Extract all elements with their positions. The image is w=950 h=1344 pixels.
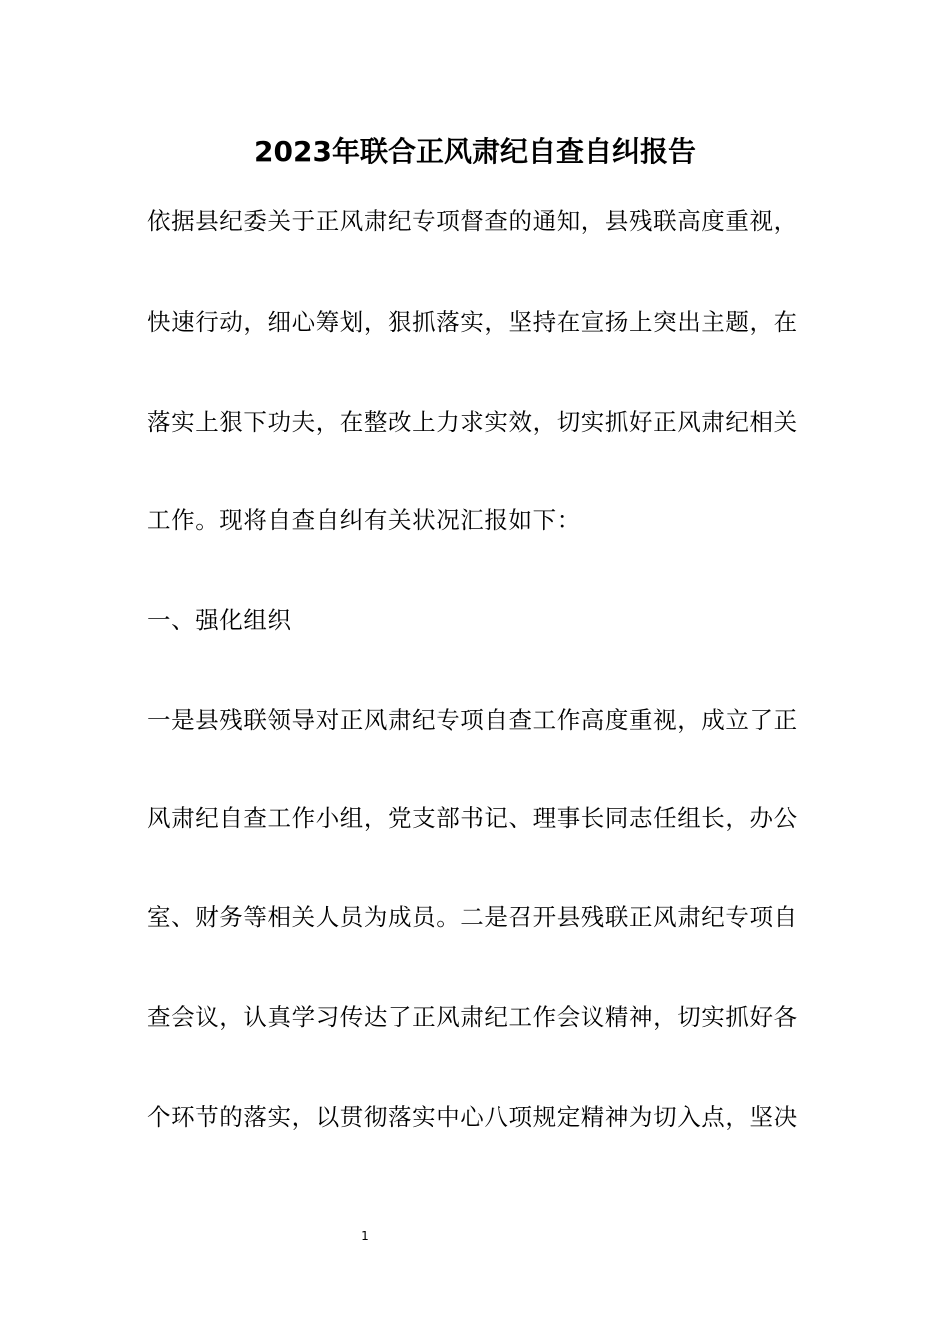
paragraph-line: 风肃纪自查工作小组，党支部书记、理事长同志任组长，办公 bbox=[147, 804, 798, 832]
paragraph-line: 快速行动，细心筹划，狠抓落实，坚持在宣扬上突出主题，在 bbox=[147, 308, 798, 336]
paragraph-line: 工作。现将自查自纠有关状况汇报如下： bbox=[147, 506, 581, 534]
page-number: 1 bbox=[361, 1229, 369, 1243]
document-title: 2023年联合正风肃纪自查自纠报告 bbox=[254, 135, 696, 168]
paragraph-line: 一是县残联领导对正风肃纪专项自查工作高度重视，成立了正 bbox=[147, 706, 798, 734]
paragraph-line: 个环节的落实，以贯彻落实中心八项规定精神为切入点，坚决 bbox=[147, 1103, 798, 1131]
paragraph-line: 依据县纪委关于正风肃纪专项督查的通知，县残联高度重视， bbox=[147, 207, 798, 235]
paragraph-line: 落实上狠下功夫，在整改上力求实效，切实抓好正风肃纪相关 bbox=[147, 408, 798, 436]
section-heading: 一、强化组织 bbox=[147, 606, 292, 634]
paragraph-line: 查会议，认真学习传达了正风肃纪工作会议精神，切实抓好各 bbox=[147, 1003, 798, 1031]
paragraph-line: 室、财务等相关人员为成员。二是召开县残联正风肃纪专项自 bbox=[147, 903, 798, 931]
